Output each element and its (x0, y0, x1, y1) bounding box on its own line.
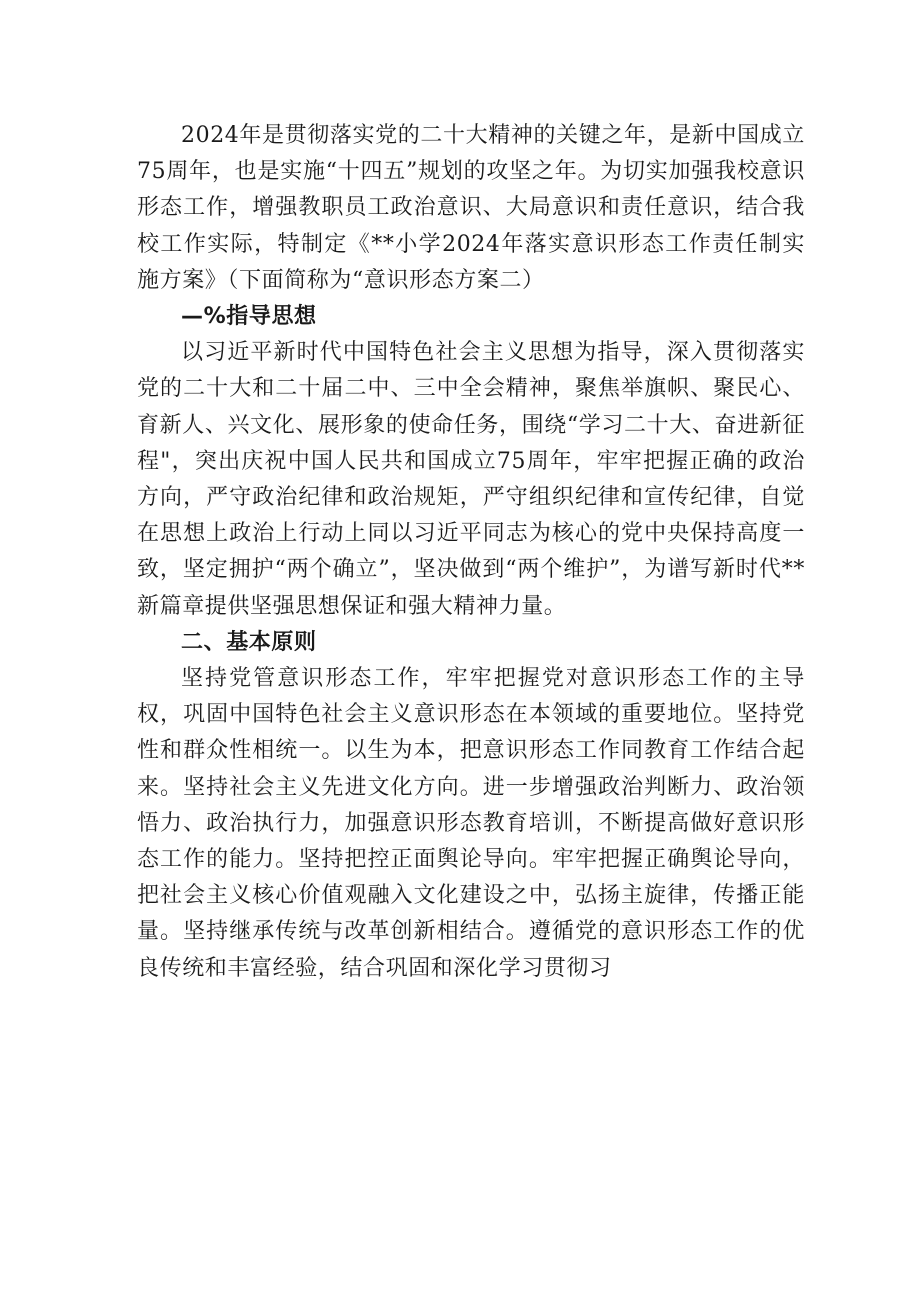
intro-paragraph: 2024年是贯彻落实党的二十大精神的关键之年，是新中国成立75周年，也是实施“十四五”规划的攻坚之年。为切实加强我校意识形态工作，增强教职员工政治意识、大局意识和责任意识，结合我校工作实际，特制定《**小学2024年落实意识形态工作责任制实施方案》（下面简称为“意识形态方案二） (137, 123, 805, 293)
guiding-ideology-paragraph: 以习近平新时代中国特色社会主义思想为指导，深入贯彻落实党的二十大和二十届二中、三中全会精神，聚焦举旗帜、聚民心、育新人、兴文化、展形象的使命任务，围绕“学习二十大、奋进新征程"，突出庆祝中国人民共和国成立75周年，牢牢把握正确的政治方向，严守政治纪律和政治规矩，严守组织纪律和宣传纪律，自觉在思想上政治上行动上同以习近平同志为核心的党中央保持高度一致，坚定拥护“两个确立”，坚决做到“两个维护”，为谱写新时代**新篇章提供坚强思想保证和强大精神力量。 (137, 340, 805, 619)
section-heading-guiding-ideology: —%指导思想 (181, 304, 317, 330)
basic-principles-paragraph: 坚持党管意识形态工作，牢牢把握党对意识形态工作的主导权，巩固中国特色社会主义意识形态在本领域的重要地位。坚持党性和群众性相统一。以生为本，把意识形态工作同教育工作结合起来。坚持社会主义先进文化方向。进一步增强政治判断力、政治领悟力、政治执行力，加强意识形态教育培训，不断提高做好意识形态工作的能力。坚持把控正面舆论导向。牢牢把握正确舆论导向，把社会主义核心价值观融入文化建设之中，弘扬主旋律，传播正能量。坚持继承传统与改革创新相结合。遵循党的意识形态工作的优良传统和丰富经验，结合巩固和深化学习贯彻习 (137, 666, 805, 981)
document-body (137, 118, 805, 987)
section-heading-basic-principles: 二、基本原则 (181, 629, 317, 655)
